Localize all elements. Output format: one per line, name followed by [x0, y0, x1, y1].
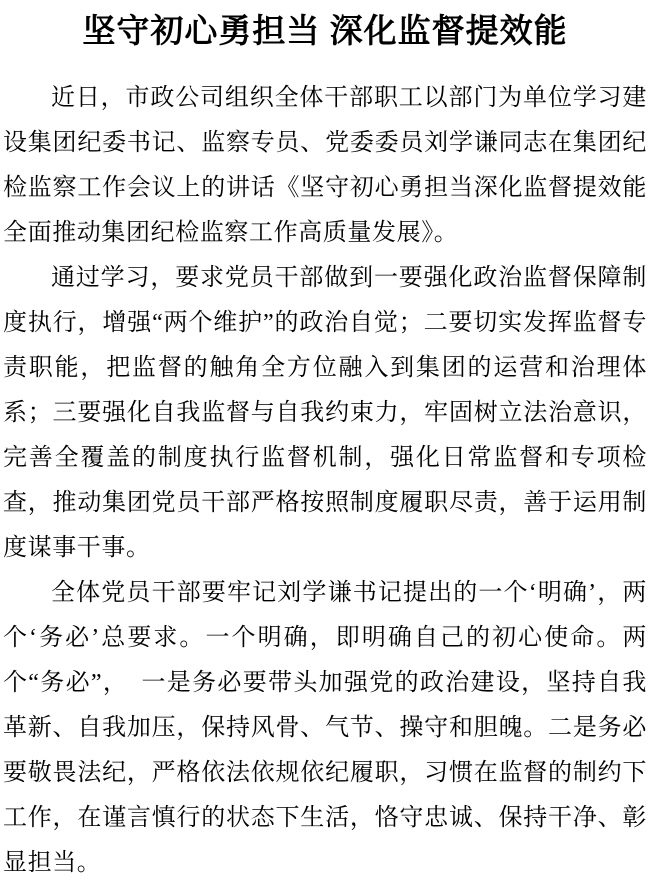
paragraph-intro: 近日，市政公司组织全体干部职工以部门为单位学习建设集团纪委书记、监察专员、党委委员刘学谦同志在集团纪检监察工作会议上的讲话《坚守初心勇担当深化监督提效能全面推动集团纪检监察工作高质量发展》。 — [3, 85, 647, 246]
paragraph-study-requirements: 通过学习，要求党员干部做到一要强化政治监督保障制度执行，增强“两个维护”的政治自觉；二要切实发挥监督专责职能，把监督的触角全方位融入到集团的运营和治理体系；三要强化自我监督与自我约束力，牢固树立法治意识，完善全覆盖的制度执行监督机制，强化日常监督和专项检查，推动集团党员干部严格按照制度履职尽责，善于运用制度谋事干事。 — [3, 265, 647, 561]
document-title: 坚守初心勇担当 深化监督提效能 — [82, 14, 568, 50]
paragraph-general-requirements: 全体党员干部要牢记刘学谦书记提出的一个‘明确’，两个‘务必’总要求。一个明确，即明确自己的初心使命。两个“务必”， 一是务必要带头加强党的政治建设，坚持自我革新、自我加压，保持风骨、气节、操守和胆魄。二是务必要敬畏法纪，严格依法依规依纪履职，习惯在监督的制约下工作，在谨言慎行的状态下生活，恪守忠诚、保持干净、彰显担当。 — [3, 580, 647, 876]
